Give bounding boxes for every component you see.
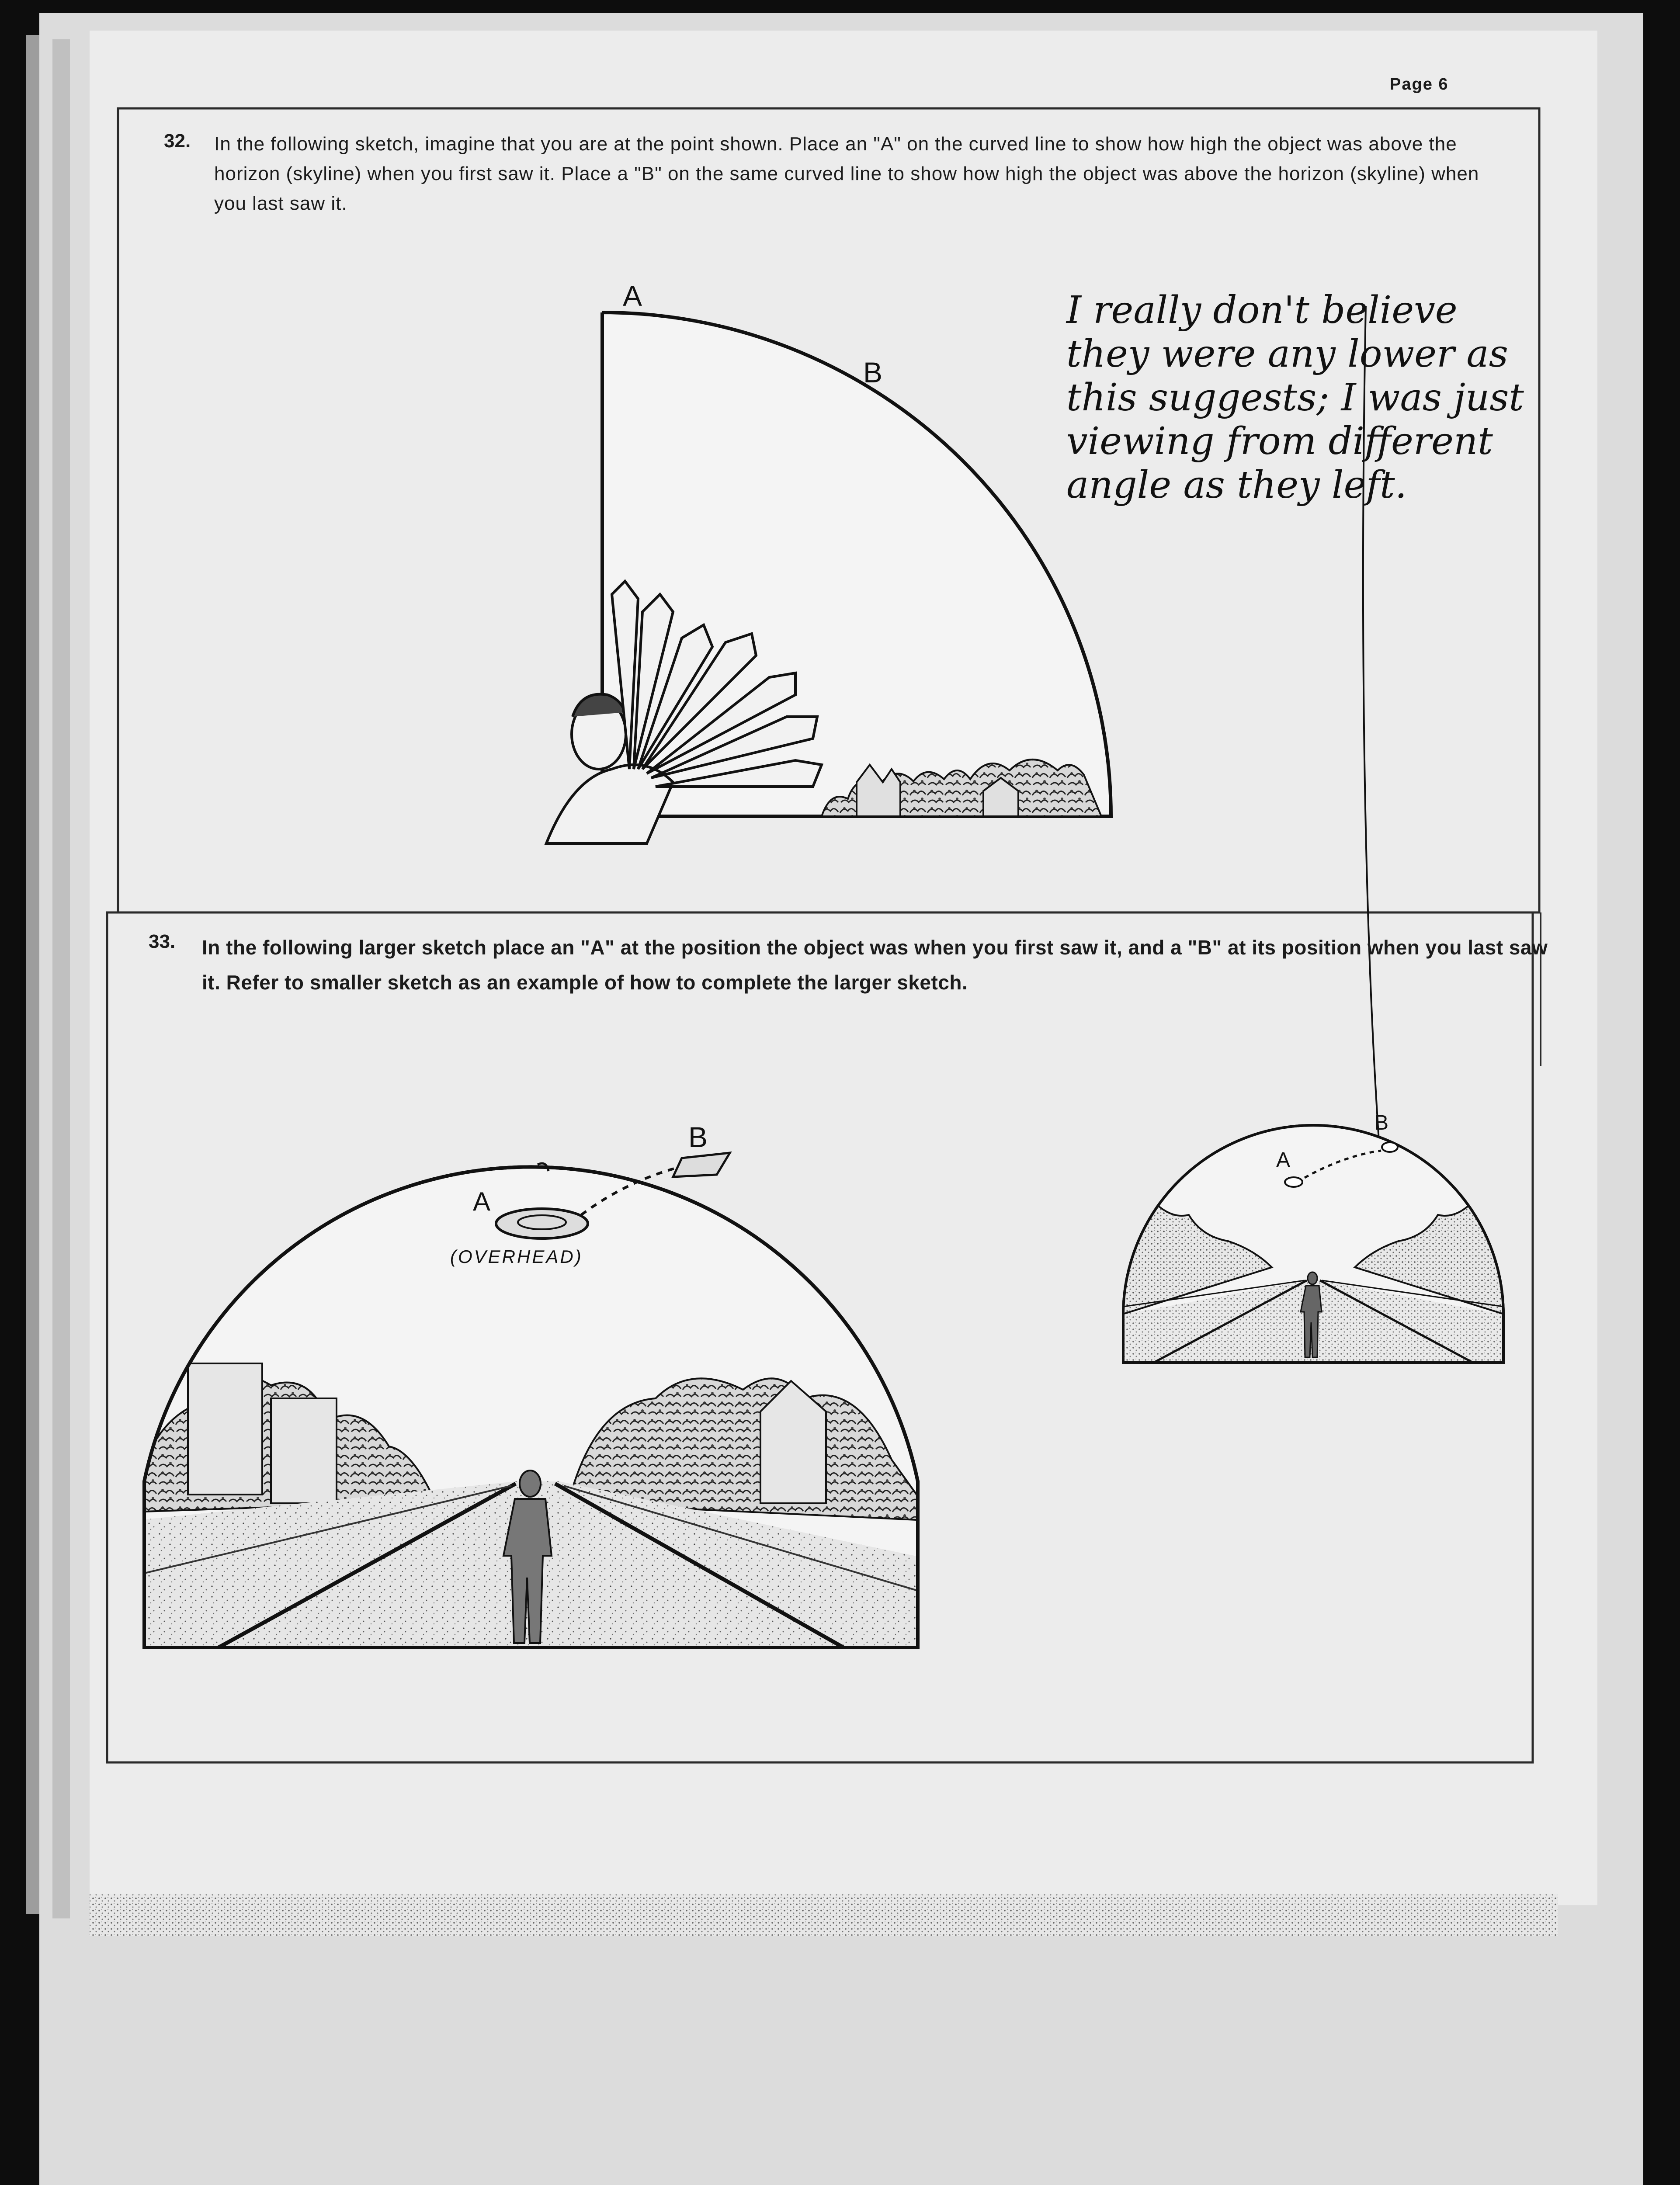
q33-large-mark-b: B: [688, 1121, 708, 1153]
q33-small-mark-b: B: [1375, 1111, 1389, 1134]
question-32-number: 32.: [164, 130, 191, 152]
question-33-number: 33.: [149, 931, 176, 952]
q33-overhead-label: (OVERHEAD): [450, 1246, 583, 1267]
q33-large-mark-a: A: [473, 1187, 491, 1216]
question-32-text: In the following sketch, imagine that you are at the point shown. Place an "A" on the curved line to show how high the object was above the horizon (skyline) when you first saw it. Place a "B" on the same curved line to show how high the object was above the horizon (skyline) when you last saw it.: [214, 133, 1479, 214]
handwritten-note: I really don't believe they were any lower as this suggests; I was just viewing from different angle as they left.: [1066, 288, 1524, 507]
page-number: Page 6: [1390, 75, 1449, 94]
bottom-noise-strip: [90, 1894, 1558, 1936]
q32-mark-a: A: [623, 280, 642, 312]
q32-mark-b: B: [863, 356, 883, 388]
question-33-text: In the following larger sketch place an "A" at the position the object was when you first saw it, and a "B" at its position when you last saw it. Refer to smaller sketch as an example of how to complete the larger sketch.: [202, 936, 1548, 994]
q33-small-mark-a: A: [1276, 1148, 1291, 1172]
